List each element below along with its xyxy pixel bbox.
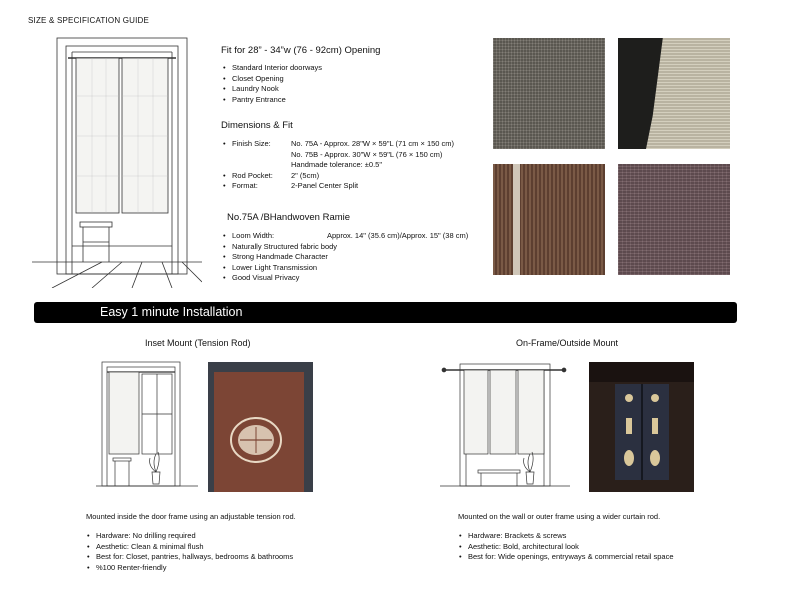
list-item: • Pantry Entrance	[221, 95, 322, 106]
outside-title: On-Frame/Outside Mount	[516, 338, 619, 348]
dimensions-heading: Dimensions & Fit	[221, 120, 293, 131]
inset-description: Mounted inside the door frame using an adjustable tension rod.	[86, 512, 296, 521]
list-item: • Hardware: No drilling required	[85, 531, 293, 542]
outside-description: Mounted on the wall or outer frame using a wider curtain rod.	[458, 512, 661, 521]
terracotta-curtain-photo	[208, 362, 313, 492]
inset-illustration	[96, 360, 198, 492]
fit-list	[221, 63, 322, 105]
format-label: Format:	[232, 181, 258, 190]
inset-title: Inset Mount (Tension Rod)	[145, 338, 251, 348]
swatch-mauve	[618, 164, 730, 275]
banner-text: Easy 1 minute Installation	[100, 305, 243, 319]
list-item: • Strong Handmade Character	[221, 252, 491, 263]
guide-title: SIZE & SPECIFICATION GUIDE	[28, 16, 150, 25]
list-item: • Closet Opening	[221, 74, 322, 85]
list-item: • Best for: Wide openings, entryways & commercial retail space	[457, 552, 674, 563]
list-item: • Aesthetic: Bold, architectural look	[457, 542, 674, 553]
crest-motif-icon	[617, 388, 667, 478]
fabric-list: • Loom Width: Approx. 14" (35.6 cm)/Approx. 15" (38 cm) • Naturally Structured fabric body • Strong Handmade Character • Lower Light Transmission • Good Visual Privacy	[221, 231, 491, 284]
navy-curtain-photo	[589, 362, 694, 492]
rod-value: 2" (5cm)	[291, 170, 320, 180]
swatch-grey	[493, 38, 605, 149]
list-item: • Laundry Nook	[221, 84, 322, 95]
finish-a: No. 75A - Approx. 28"W × 59"L (71 cm × 150 cm)	[291, 139, 455, 148]
list-item: • Hardware: Brackets & screws	[457, 531, 674, 542]
list-item: • Best for: Closet, pantries, hallways, bedrooms & bathrooms	[85, 552, 293, 563]
list-item: • %100 Renter-friendly	[85, 563, 293, 574]
tolerance: Handmade tolerance: ±0.5"	[291, 160, 382, 169]
swatch-brown	[493, 164, 605, 275]
fit-heading: Fit for 28” - 34”w (76 - 92cm) Opening	[221, 45, 381, 56]
doorway-illustration	[32, 36, 202, 288]
list-item: • Naturally Structured fabric body	[221, 242, 491, 253]
inset-list	[85, 531, 293, 573]
finish-label: Finish Size:	[232, 139, 271, 148]
fabric-heading: No.75A /BHandwoven Ramie	[227, 212, 351, 223]
outside-list	[457, 531, 674, 563]
list-item: • Good Visual Privacy	[221, 273, 491, 284]
installation-banner	[34, 302, 737, 323]
loom-label: Loom Width:	[232, 231, 275, 240]
outside-illustration	[440, 360, 570, 492]
rod-label: Rod Pocket:	[232, 170, 273, 180]
loom-value: Approx. 14" (35.6 cm)/Approx. 15" (38 cm)	[327, 231, 469, 240]
list-item: • Aesthetic: Clean & minimal flush	[85, 542, 293, 553]
list-item: • Lower Light Transmission	[221, 263, 491, 274]
dimensions-spec	[221, 139, 491, 199]
finish-b: No. 75B - Approx. 30"W × 59"L (76 × 150 cm)	[291, 149, 443, 159]
format-value: 2-Panel Center Split	[291, 181, 359, 190]
list-item: • Standard Interior doorways	[221, 63, 322, 74]
swatch-natural	[618, 38, 730, 149]
leaf-motif-icon	[226, 410, 286, 470]
